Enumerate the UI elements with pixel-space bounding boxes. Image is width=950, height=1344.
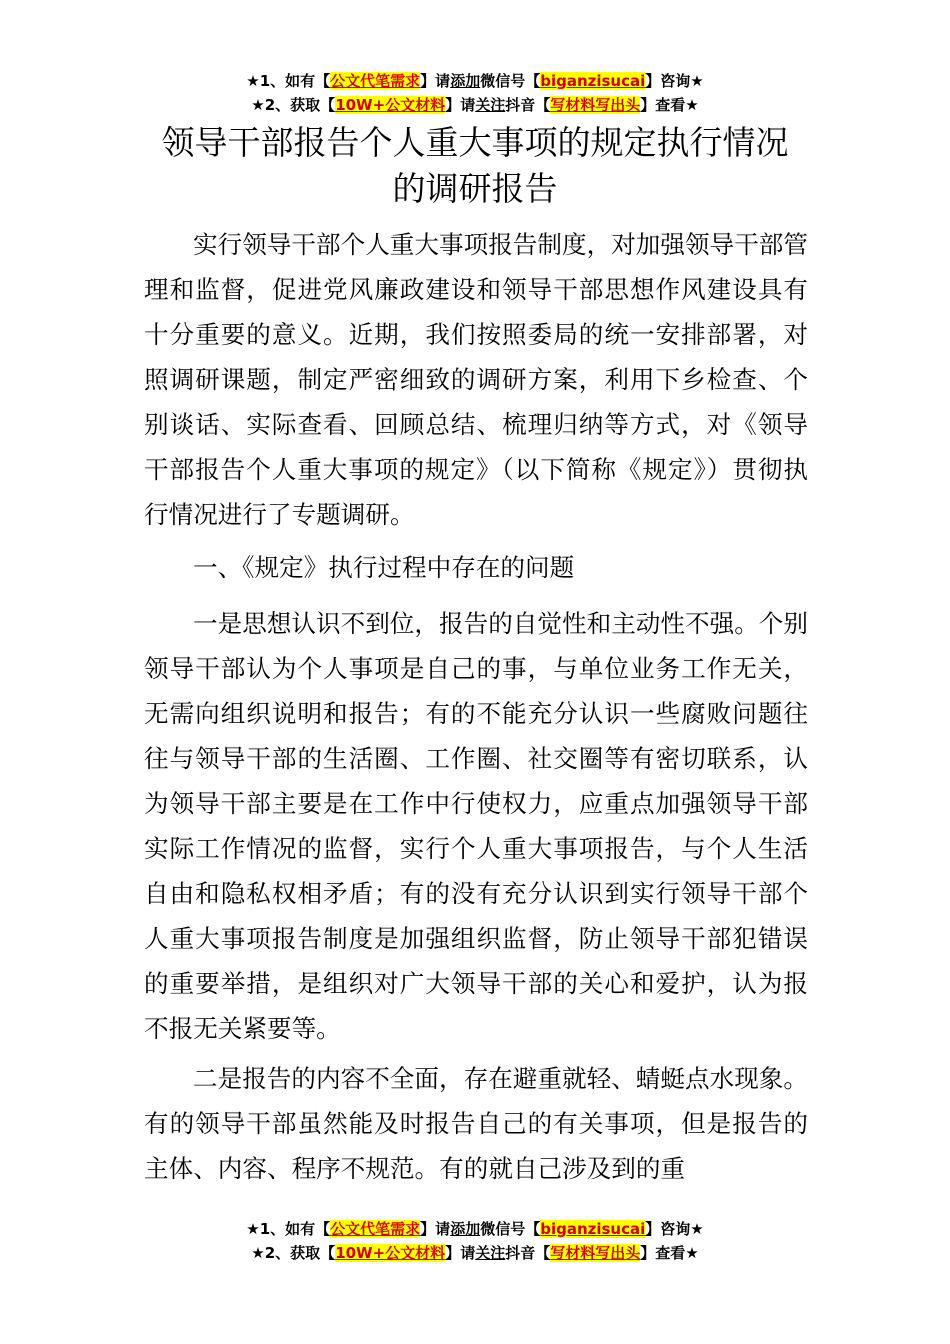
section-heading (144, 545, 808, 590)
heading-text: 一、《规定》执行过程中存在的问题 (193, 553, 575, 582)
banner-text: 】咨询★ (645, 72, 704, 90)
banner-emphasis: 关注 (475, 1244, 506, 1262)
banner-line-2 (0, 93, 950, 117)
banner-text: 】请 (445, 96, 476, 114)
banner-douyin-id: 写材料写出头 (550, 96, 641, 114)
footer-banner (0, 1217, 950, 1265)
banner-douyin-id: 写材料写出头 (550, 1244, 641, 1262)
banner-text: 】请 (420, 72, 451, 90)
banner-highlight: 公文代笔需求 (330, 72, 421, 90)
banner-emphasis: 添加 (450, 1220, 481, 1238)
banner-line-1 (0, 69, 950, 93)
paragraph: 实行领导干部个人重大事项报告制度，对加强领导干部管理和监督，促进党风廉政建设和领导干部思想作风建设具有十分重要的意义。近期，我们按照委局的统一安排部署，对照调研课题，制定严密细致的调研方案，利用下乡检查、个别谈话、实际查看、回顾总结、梳理归纳等方式，对《领导干部报告个人重大事项的规定》（以下简称《规定》）贯彻执行情况进行了专题调研。 (144, 230, 808, 529)
banner-text: 微信号【 (480, 72, 541, 90)
banner-text: 】请 (445, 1244, 476, 1262)
banner-emphasis: 添加 (450, 72, 481, 90)
paragraph: 二是报告的内容不全面，存在避重就轻、蜻蜓点水现象。有的领导干部虽然能及时报告自己的有关事项，但是报告的主体、内容、程序不规范。有的就自己涉及到的重 (144, 1064, 808, 1183)
banner-text: 】查看★ (640, 96, 699, 114)
title-line-1: 领导干部报告个人重大事项的规定执行情况 (161, 123, 789, 162)
banner-highlight: 10W+公文材料 (335, 96, 446, 114)
banner-text: ★1、如有【 (246, 1220, 331, 1238)
body-paragraph-2 (144, 1056, 808, 1191)
banner-text: 】查看★ (640, 1244, 699, 1262)
banner-highlight: 公文代笔需求 (330, 1220, 421, 1238)
body-paragraph-1 (144, 601, 808, 1051)
paragraph: 一是思想认识不到位，报告的自觉性和主动性不强。个别领导干部认为个人事项是自己的事，与单位业务工作无关，无需向组织说明和报告；有的不能充分认识一些腐败问题往往与领导干部的生活圈、工作圈、社交圈等有密切联系，认为领导干部主要是在工作中行使权力，应重点加强领导干部实际工作情况的监督，实行个人重大事项报告，与个人生活自由和隐私权相矛盾；有的没有充分认识到实行领导干部个人重大事项报告制度是加强组织监督，防止领导干部犯错误的重要举措，是组织对广大领导干部的关心和爱护，认为报不报无关紧要等。 (144, 609, 808, 1043)
banner-emphasis: 关注 (475, 96, 506, 114)
banner-wechat-id: biganzisucai (540, 72, 646, 90)
banner-wechat-id: biganzisucai (540, 1220, 646, 1238)
document-title (120, 120, 830, 212)
banner-line-1 (0, 1217, 950, 1241)
banner-text: 抖音【 (505, 1244, 551, 1262)
title-line-2: 的调研报告 (392, 169, 558, 208)
banner-text: ★2、获取【 (251, 1244, 336, 1262)
banner-text: 】请 (420, 1220, 451, 1238)
banner-text: ★1、如有【 (246, 72, 331, 90)
body-paragraph-intro (144, 222, 808, 537)
banner-text: 抖音【 (505, 96, 551, 114)
banner-text: 】咨询★ (645, 1220, 704, 1238)
banner-line-2 (0, 1241, 950, 1265)
header-banner (0, 69, 950, 117)
banner-text: ★2、获取【 (251, 96, 336, 114)
banner-text: 微信号【 (480, 1220, 541, 1238)
banner-highlight: 10W+公文材料 (335, 1244, 446, 1262)
